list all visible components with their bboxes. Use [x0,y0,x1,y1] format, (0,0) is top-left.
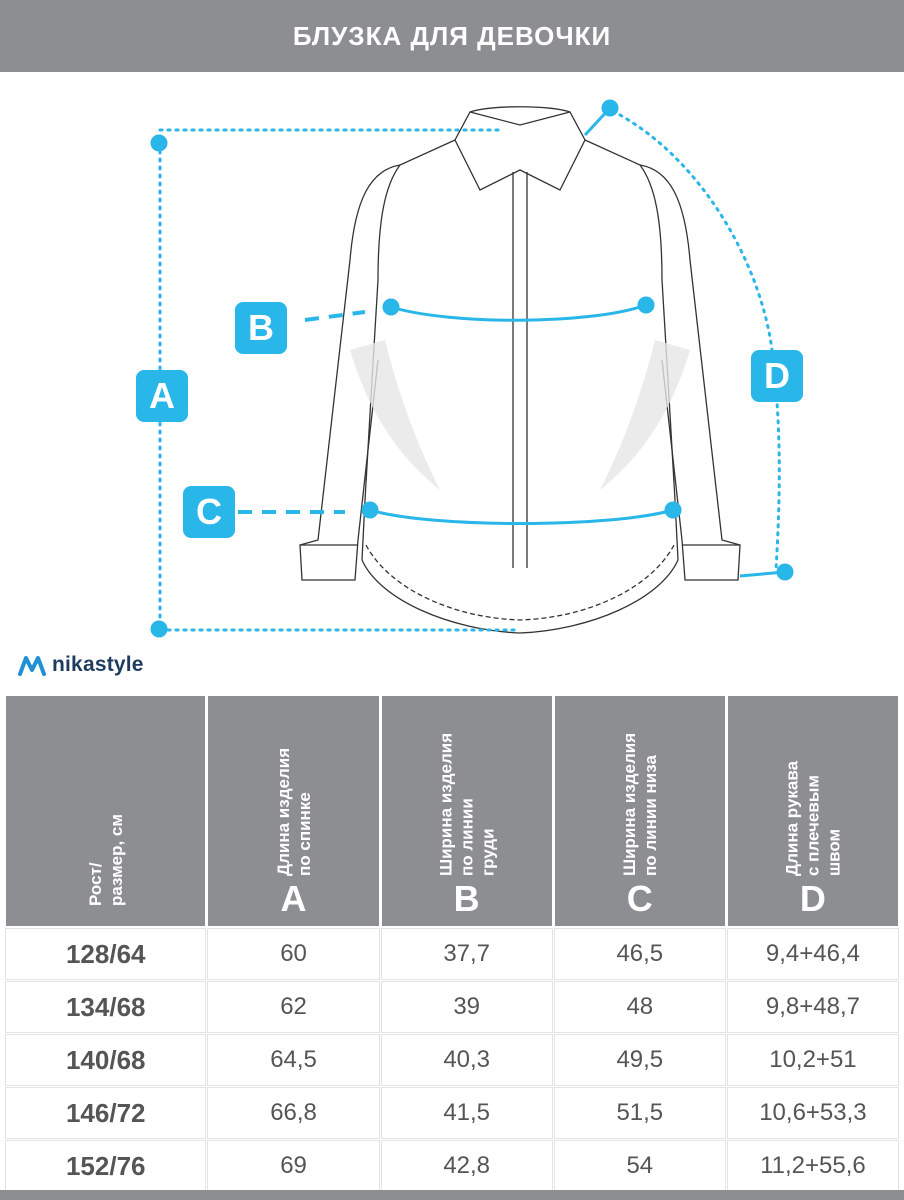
table-cell: 11,2+55,6 [728,1141,898,1191]
garment-diagram [0,72,904,647]
table-cell: 42,8 [382,1141,552,1191]
bottom-bar [0,1190,904,1200]
table-cell: 48 [555,982,725,1032]
column-header-label: Ширина изделия по линии груди [436,732,498,876]
column-header-d [728,696,898,926]
brand-name: nikastyle [52,653,144,676]
table-cell: 39 [382,982,552,1032]
column-header-label: Длина рукава с плечевым швом [782,760,844,876]
table-row [6,1141,898,1191]
table-cell: 60 [208,929,378,979]
table-row [6,982,898,1032]
table-cell: 46,5 [555,929,725,979]
table-cell: 54 [555,1141,725,1191]
table-cell: 69 [208,1141,378,1191]
column-header-label: Рост/ размер, см [85,814,126,906]
table-cell: 40,3 [382,1035,552,1085]
column-header-size [6,696,205,926]
marker-d-badge: D [751,350,803,402]
table-cell: 10,2+51 [728,1035,898,1085]
table-cell: 9,8+48,7 [728,982,898,1032]
marker-c-badge: C [183,486,235,538]
table-cell-size: 152/76 [6,1141,205,1191]
table-cell: 49,5 [555,1035,725,1085]
column-header-label: Длина изделия по спинке [273,747,314,876]
column-header-letter: D [799,878,826,919]
marker-b-badge: B [235,302,287,354]
column-header-b [382,696,552,926]
table-cell: 66,8 [208,1088,378,1138]
table-row [6,1035,898,1085]
nikastyle-logo-icon [18,654,46,676]
brand-logo [18,650,144,680]
table-cell: 10,6+53,3 [728,1088,898,1138]
table-cell-size: 134/68 [6,982,205,1032]
page-title-bar [0,0,904,72]
table-row [6,929,898,979]
table-header-row [6,696,898,926]
column-header-label: Ширина изделия по линии низа [619,732,660,876]
marker-a-badge: A [136,370,188,422]
table-cell: 37,7 [382,929,552,979]
table-cell: 9,4+46,4 [728,929,898,979]
column-header-letter: B [453,878,480,919]
table-cell: 64,5 [208,1035,378,1085]
table-cell: 51,5 [555,1088,725,1138]
table-cell-size: 128/64 [6,929,205,979]
table-cell: 41,5 [382,1088,552,1138]
column-header-letter: A [280,878,307,919]
column-header-a [208,696,378,926]
table-cell: 62 [208,982,378,1032]
table-cell-size: 140/68 [6,1035,205,1085]
page-title: БЛУЗКА ДЛЯ ДЕВОЧКИ [292,20,612,51]
column-header-letter: C [626,878,653,919]
column-header-c [555,696,725,926]
size-table [3,693,901,1194]
table-row [6,1088,898,1138]
table-cell-size: 146/72 [6,1088,205,1138]
